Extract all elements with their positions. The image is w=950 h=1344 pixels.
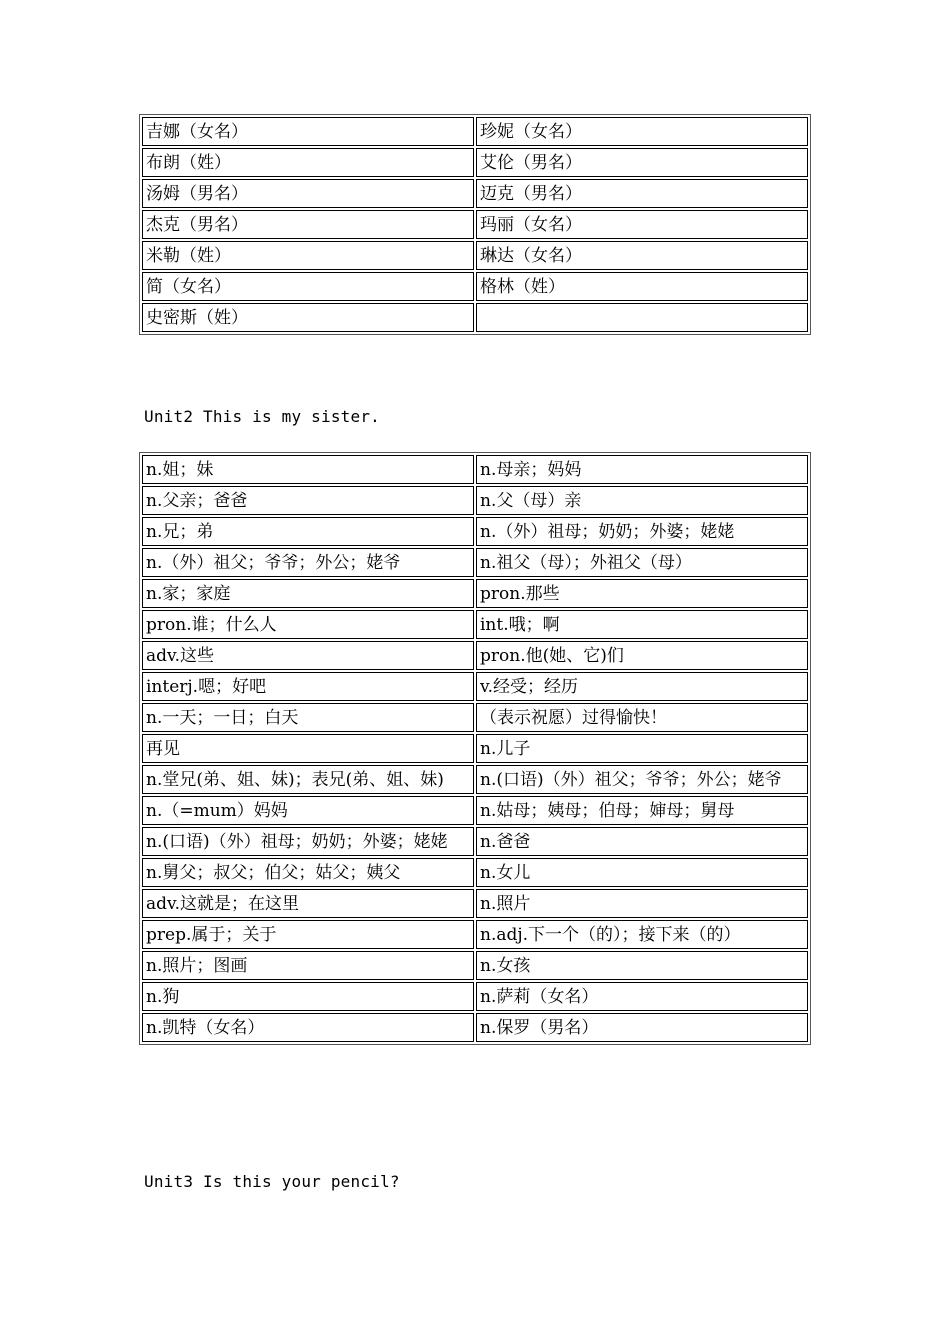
vocab-cell-left: prep.属于；关于	[142, 920, 474, 949]
vocab-cell-left: n.狗	[142, 982, 474, 1011]
vocab-cell-right: n.（外）祖母；奶奶；外婆；姥姥	[476, 517, 808, 546]
table-row	[142, 303, 808, 332]
vocab-cell-left: n.堂兄(弟、姐、妹)；表兄(弟、姐、妹)	[142, 765, 474, 794]
vocab-cell-right: n.儿子	[476, 734, 808, 763]
vocab-cell-left: n.家；家庭	[142, 579, 474, 608]
vocab-cell-left: 再见	[142, 734, 474, 763]
vocab-cell-right: 玛丽（女名）	[476, 210, 808, 239]
vocab-cell-left: n.凯特（女名）	[142, 1013, 474, 1042]
vocab-cell-right: n.保罗（男名）	[476, 1013, 808, 1042]
table-row	[142, 1013, 808, 1042]
vocab-cell-right: n.父（母）亲	[476, 486, 808, 515]
table-row	[142, 117, 808, 146]
vocab-cell-right: n.女孩	[476, 951, 808, 980]
vocab-cell-right: 琳达（女名）	[476, 241, 808, 270]
table-row	[142, 579, 808, 608]
vocab-cell-right: n.照片	[476, 889, 808, 918]
vocab-cell-right: int.哦；啊	[476, 610, 808, 639]
table-row	[142, 210, 808, 239]
vocab-cell-right: n.祖父（母）；外祖父（母）	[476, 548, 808, 577]
vocab-cell-left: adv.这些	[142, 641, 474, 670]
table-row	[142, 610, 808, 639]
vocab-cell-left: 吉娜（女名）	[142, 117, 474, 146]
table-row	[142, 920, 808, 949]
vocab-cell-left: interj.嗯；好吧	[142, 672, 474, 701]
unit2-vocab-table-body	[142, 455, 808, 1042]
vocab-cell-left: 史密斯（姓）	[142, 303, 474, 332]
vocab-cell-left: 简（女名）	[142, 272, 474, 301]
table-row	[142, 241, 808, 270]
names-vocab-table-body	[142, 117, 808, 332]
vocab-cell-right: v.经受；经历	[476, 672, 808, 701]
vocab-cell-right: 珍妮（女名）	[476, 117, 808, 146]
table-row	[142, 703, 808, 732]
vocab-cell-left: n.兄；弟	[142, 517, 474, 546]
vocab-cell-left: 杰克（男名）	[142, 210, 474, 239]
table-row	[142, 272, 808, 301]
names-vocab-table	[139, 114, 811, 335]
table-row	[142, 889, 808, 918]
vocab-cell-right: n.adj.下一个（的）；接下来（的）	[476, 920, 808, 949]
vocab-cell-right: 艾伦（男名）	[476, 148, 808, 177]
table-row	[142, 486, 808, 515]
vocab-cell-left: 布朗（姓）	[142, 148, 474, 177]
vocab-cell-left: pron.谁；什么人	[142, 610, 474, 639]
table-row	[142, 765, 808, 794]
table-row	[142, 517, 808, 546]
vocab-cell-left: n.父亲；爸爸	[142, 486, 474, 515]
vocab-cell-right: n.(口语)（外）祖父；爷爷；外公；姥爷	[476, 765, 808, 794]
vocab-cell-right: n.母亲；妈妈	[476, 455, 808, 484]
table-row	[142, 455, 808, 484]
vocab-cell-right: 迈克（男名）	[476, 179, 808, 208]
vocab-cell-left: n.照片；图画	[142, 951, 474, 980]
table-row	[142, 951, 808, 980]
vocab-cell-right: n.女儿	[476, 858, 808, 887]
vocab-cell-left: n.（=mum）妈妈	[142, 796, 474, 825]
vocab-cell-right: （表示祝愿）过得愉快！	[476, 703, 808, 732]
table-row	[142, 179, 808, 208]
table-row	[142, 982, 808, 1011]
vocab-cell-left: n.姐；妹	[142, 455, 474, 484]
vocab-cell-right: n.萨莉（女名）	[476, 982, 808, 1011]
vocab-cell-right	[476, 303, 808, 332]
vocab-cell-left: n.(口语)（外）祖母；奶奶；外婆；姥姥	[142, 827, 474, 856]
vocab-cell-right: pron.他(她、它)们	[476, 641, 808, 670]
vocab-cell-left: 米勒（姓）	[142, 241, 474, 270]
table-row	[142, 796, 808, 825]
vocab-cell-right: 格林（姓）	[476, 272, 808, 301]
table-row	[142, 672, 808, 701]
table-row	[142, 858, 808, 887]
vocab-cell-left: 汤姆（男名）	[142, 179, 474, 208]
table-row	[142, 734, 808, 763]
table-row	[142, 641, 808, 670]
unit2-heading: Unit2 This is my sister.	[144, 407, 380, 426]
vocab-cell-left: adv.这就是；在这里	[142, 889, 474, 918]
unit2-vocab-table	[139, 452, 811, 1045]
unit3-heading: Unit3 Is this your pencil?	[144, 1172, 400, 1191]
table-row	[142, 148, 808, 177]
vocab-cell-left: n.舅父；叔父；伯父；姑父；姨父	[142, 858, 474, 887]
vocab-cell-right: n.姑母；姨母；伯母；婶母；舅母	[476, 796, 808, 825]
vocab-cell-right: pron.那些	[476, 579, 808, 608]
vocab-cell-left: n.一天；一日；白天	[142, 703, 474, 732]
table-row	[142, 548, 808, 577]
table-row	[142, 827, 808, 856]
vocab-cell-right: n.爸爸	[476, 827, 808, 856]
vocab-cell-left: n.（外）祖父；爷爷；外公；姥爷	[142, 548, 474, 577]
